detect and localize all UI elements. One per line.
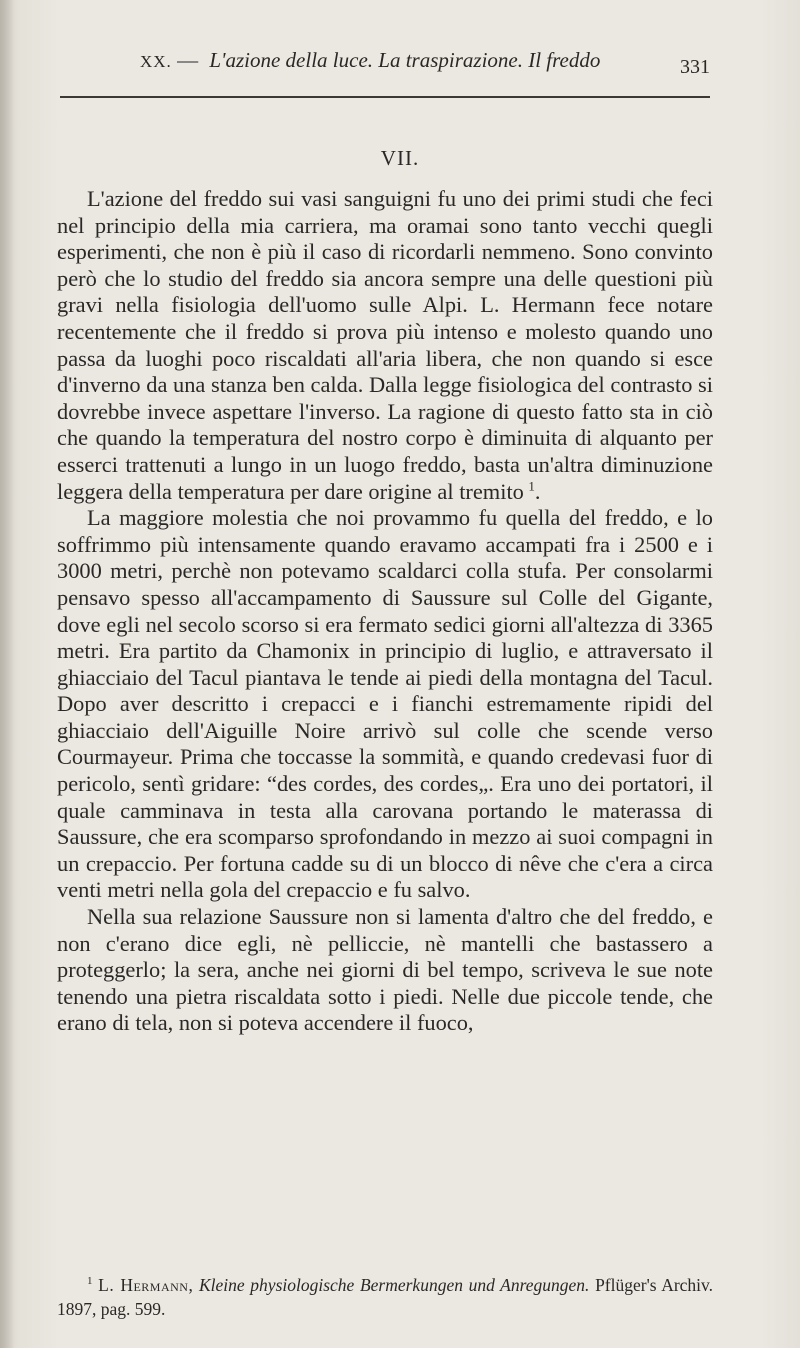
section-number: VII. [380, 146, 420, 170]
paragraph-2: La maggiore molestia che noi provammo fu quella del freddo, e lo soffrimmo più intensamente quando eravamo accampati fra i 2500 e i 3000 metri, perchè non potevamo scaldarci colla stufa. Per consolarmi pensavo spesso all'accampamento di Saussure sul Colle del Gigante, dove egli nel secolo scorso si era fermato sedici giorni all'altezza di 3365 metri. Era partito da Chamonix in principio di luglio, e attraversato il ghiacciaio del Tacul piantava le tende ai piedi della montagna del Tacul. Dopo aver descritto i crepacci e i fianchi estremamente ripidi del ghiacciaio dell'Aiguille Noire arrivò sul colle che scende verso Courmayeur. Prima che toccasse la sommità, e quando credevasi fuor di pericolo, sentì gridare: “des cordes, des cordes„. Era uno dei portatori, il quale camminava in testa alla carovana portando le materassa di Saussure, che era scomparso sprofondando in mezzo ai suoi compagni in un crepaccio. Per fortuna cadde su di un blocco di nêve che c'era a circa venti metri nella gola del crepaccio e fu salvo. [57, 505, 713, 903]
page-number: 331 [680, 56, 710, 78]
spine-shadow [0, 0, 14, 1348]
paragraph-1 [57, 186, 713, 505]
footnote [57, 1273, 713, 1321]
body-text [57, 186, 713, 1037]
paragraph-3: Nella sua relazione Saussure non si lamenta d'altro che del freddo, e non c'erano dice egli, nè pelliccie, nè mantelli che bastassero a proteggerlo; la sera, anche nei giorni di bel tempo, scriveva le sue note tenendo una pietra riscaldata sotto i piedi. Nelle due piccole tende, che erano di tela, non si poteva accendere il fuoco, [57, 904, 713, 1036]
footnote-author: L. Hermann, [98, 1275, 194, 1295]
chapter-number: XX. [140, 52, 172, 71]
running-head-dash: — [177, 48, 199, 72]
footnote-source: Pflüger's Archiv. 1897, pag. 599. [57, 1275, 714, 1319]
running-head-title: L'azione della luce. La traspirazione. Il freddo [209, 48, 601, 72]
running-head [140, 48, 710, 88]
footnote-reference: 1 [528, 478, 535, 494]
header-rule [60, 96, 710, 98]
paragraph-1-end: . [534, 478, 541, 504]
footnote-mark: 1 [87, 1275, 93, 1288]
footnote-work: Kleine physiologische Bermerkungen und Anregungen. [199, 1275, 590, 1295]
paragraph-1-text: L'azione del freddo sui vasi sanguigni fu uno dei primi studi che feci nel principio della mia carriera, ma oramai sono tanto vecchi quegli esperimenti, che non è più il caso di ricordarli nemmeno. Sono convinto però che lo studio del freddo sia ancora sempre una delle questioni più gravi nella fisiologia dell'uomo sulle Alpi. L. Hermann fece notare recentemente che il freddo si prova più intenso e molesto quando uno passa da luoghi poco riscaldati all'aria libera, che non quando si esce d'inverno da una stanza ben calda. Dalla legge fisiologica del contrasto si dovrebbe invece aspettare l'inverso. La ragione di questo fatto sta in ciò che quando la temperatura del nostro corpo è diminuita di alquanto per esserci trattenuti a lungo in un luogo freddo, basta un'altra diminuzione leggera della temperatura per dare origine al tremito [57, 186, 713, 504]
